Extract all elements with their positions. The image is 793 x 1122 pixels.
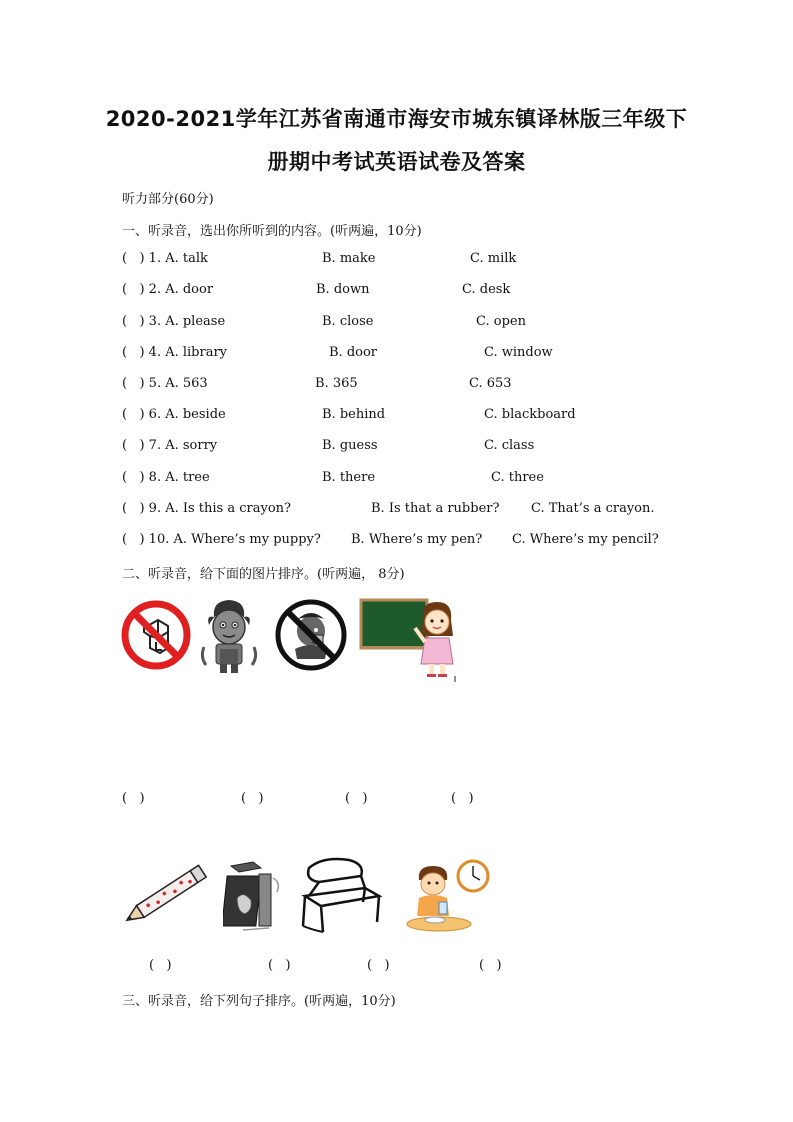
question-option-c: C. three [491, 470, 544, 485]
question-option-c: C. 653 [469, 376, 512, 391]
question-option-c: C. Where’s my pencil? [512, 532, 659, 547]
closing-book-image [223, 858, 287, 938]
listening-section-header: 听力部分(60分) [122, 192, 214, 207]
question-option-c: C. milk [470, 251, 517, 266]
question-option-b: B. down [316, 282, 370, 297]
section-1-heading: 一、听录音，选出你所听到的内容。(听两遍，10分) [122, 224, 422, 239]
no-touching-sign-image [120, 598, 193, 673]
question-option-a: ( ) 5. A. 563 [122, 376, 208, 391]
picture-answer-blank[interactable]: ( ) [241, 791, 264, 806]
picture-answer-blank[interactable]: ( ) [345, 791, 368, 806]
question-option-c: C. desk [462, 282, 511, 297]
question-option-a: ( ) 2. A. door [122, 282, 214, 297]
question-option-a: ( ) 1. A. talk [122, 251, 208, 266]
question-option-c: C. open [476, 314, 526, 329]
boy-standing-image [194, 597, 264, 675]
picture-answer-blank[interactable]: ( ) [149, 958, 172, 973]
question-option-b: B. Where’s my pen? [351, 532, 483, 547]
question-option-c: C. class [484, 438, 535, 453]
document-title-line-1: 2020-2021学年江苏省南通市海安市城东镇译林版三年级下 [105, 107, 688, 131]
question-option-a: ( ) 3. A. please [122, 314, 226, 329]
question-option-c: C. window [484, 345, 553, 360]
question-option-b: B. door [329, 345, 378, 360]
question-option-a: ( ) 8. A. tree [122, 470, 210, 485]
boy-breakfast-clock-image [405, 858, 491, 936]
question-option-c: C. That’s a crayon. [531, 501, 655, 516]
girl-at-blackboard-image [359, 598, 459, 683]
section-3-heading: 三、听录音，给下列句子排序。(听两遍，10分) [122, 994, 396, 1009]
document-title-line-2: 册期中考试英语试卷及答案 [267, 150, 526, 174]
picture-answer-blank[interactable]: ( ) [479, 958, 502, 973]
question-option-a: ( ) 6. A. beside [122, 407, 226, 422]
question-option-a: ( ) 9. A. Is this a crayon? [122, 501, 291, 516]
question-option-b: B. Is that a rubber? [371, 501, 500, 516]
question-option-b: B. close [322, 314, 374, 329]
question-option-a: ( ) 7. A. sorry [122, 438, 218, 453]
picture-answer-blank[interactable]: ( ) [451, 791, 474, 806]
question-option-b: B. behind [322, 407, 386, 422]
section-2-heading: 二、听录音，给下面的图片排序。(听两遍， 8分) [122, 567, 405, 582]
question-option-b: B. 365 [315, 376, 358, 391]
question-option-b: B. there [322, 470, 376, 485]
picture-answer-blank[interactable]: ( ) [122, 791, 145, 806]
question-option-b: B. guess [322, 438, 378, 453]
question-option-a: ( ) 4. A. library [122, 345, 228, 360]
picture-answer-blank[interactable]: ( ) [367, 958, 390, 973]
pencil-image [118, 858, 214, 934]
picture-answer-blank[interactable]: ( ) [268, 958, 291, 973]
chair-image [295, 856, 383, 936]
question-option-b: B. make [322, 251, 376, 266]
question-option-a: ( ) 10. A. Where’s my puppy? [122, 532, 321, 547]
no-eating-sign-image [273, 597, 349, 674]
question-option-c: C. blackboard [484, 407, 576, 422]
